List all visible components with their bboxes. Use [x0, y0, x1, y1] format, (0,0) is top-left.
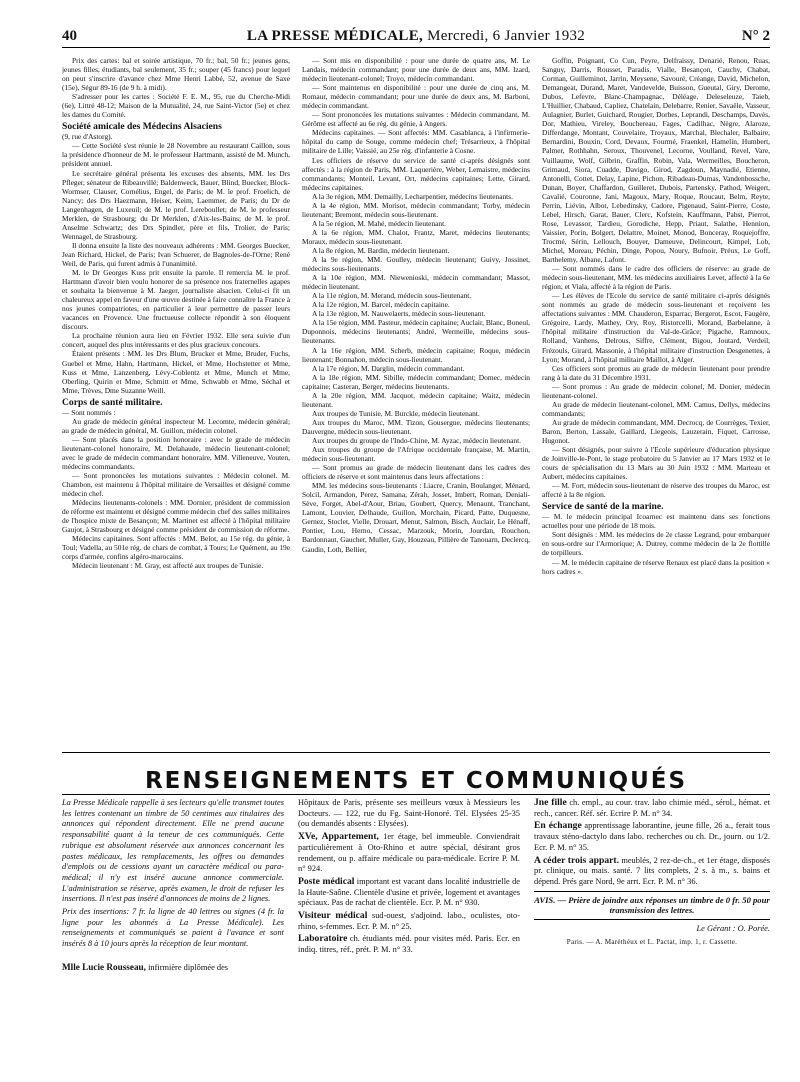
paragraph: Médecins capitaines. Sont affectés : MM. Belot, au 15e rég. du génie, à Toul; Vadella, au 501e rég. de chars de combat, à Tours; Le Quément, au 19e corps d'armée, confins algéro-marocains. [62, 534, 290, 562]
ads-column-3 [534, 798, 770, 1068]
ad-visiteur-text: sud-ouest, s'adjoind. labo., oculistes, oto-rhino, s-femmes. Ecr. P. M. n° 25. [298, 911, 520, 931]
page-number: 40 [62, 28, 77, 44]
ad-appartement [298, 832, 520, 875]
article-columns [62, 56, 770, 746]
section-banner: RENSEIGNEMENTS ET COMMUNIQUÉS [144, 768, 688, 794]
paragraph: MM. les médecins sous-lieutenants : Liacre, Cranin, Boulanger, Ménard, Solcil, Armandon, Perez, Samana, Zérah, Josset, Imbert, Roman, Deniali-Sève, Forget, Abel-d'Aour, Briau, Goubert, Quercy, Menaunt, Tranchant, Lamont, Louvier, Delhaude, Guillon, Morchain, Picard, Patte, Duquesne, Gernez, Stoclet, Vielle, Drouart, Menut, Salmon, Bisch, Auclair, Le Hénaff, Pontier, Lou, Herno, Cessac, Marzouk, Morin, Jourdan, Rouchon, Bardonnaut, Gaucher, Muller, Gay, Houzeau, Pillière de Tanouarn, Declercq, Gaudin, Loth, Bellier, [302, 481, 530, 554]
paragraph: Ces officiers sont promus au grade de médecin lieutenant pour prendre rang à la date du 31 Décembre 1931. [542, 363, 770, 382]
paragraph: A la 3e région, MM. Demailly, Lecharpentier, médecins lieutenants. [312, 191, 513, 201]
paragraph: A la 5e région, M. Mahé, médecin lieutenant. [312, 218, 447, 228]
avis-rule-top [534, 891, 770, 892]
ad-appartement-text: 1er étage, bel immeuble. Conviendrait particulièrement à Oto-Rhino et autre spécial, désirant gros rendement, ou p. affaire médicale ou para-médicale. Ecrire P. M. n° 924. [298, 832, 520, 874]
avis-rule-bottom [534, 919, 770, 920]
section-heading: Service de santé de la marine. [542, 501, 664, 513]
ad-visiteur [298, 911, 520, 932]
paragraph: Aux troupes de Tunisie, M. Burckle, médecin lieutenant. [312, 408, 480, 418]
ad-laboratoire-text: ch. étudiants méd. pour visites méd. Paris. Ecr. en indiq. titres, réf., prét. P. M. n° 33. [298, 934, 520, 955]
paragraph: Aux troupes du Maroc, MM. Tizon, Gousergue, médecins lieutenants; Dauvergne, médecin sous-lieutenant. [302, 417, 530, 436]
paragraph: Médecin lieutenant : M. Gray, est affecté aux troupes de Tunisie. [72, 561, 264, 571]
paragraph: A la 20e région, MM. Jacquot, médecin capitaine; Waitz, médecin lieutenant. [302, 390, 530, 409]
journal-name: LA PRESSE MÉDICALE, [246, 28, 424, 44]
ad-rousseau-lead: Mlle Lucie Rousseau, [62, 961, 146, 972]
paragraph: Aux troupes du groupe de l'Indo-Chine, M. Ayzac, médecin lieutenant. [312, 435, 521, 445]
paragraph: A la 18e région, MM. Sibille, médecin commandant; Domec, médecin capitaine; Casteran, Berger, médecins lieutenants. [302, 372, 530, 391]
paragraph: Aux troupes du groupe de l'Afrique occidentale française, M. Martin, médecin sous-lieutenant. [302, 445, 530, 464]
issue-date: Mercredi, 6 Janvier 1932 [427, 28, 586, 44]
paragraph: A la 12e région, M. Barcel, médecin capitaine. [312, 300, 450, 310]
avis-notice: AVIS. — Prière de joindre aux réponses un timbre de 0 fr. 50 pour transmission des lettres. [534, 894, 770, 916]
journal-title [62, 28, 770, 45]
section-heading-tail: — Sont nommés : [62, 407, 116, 417]
paragraph: A la 13e région, M. Nauwelaerts, médecin sous-lieutenant. [312, 309, 486, 319]
ad-ceder [534, 856, 770, 888]
paragraph: A la 17e région, M. Darglin, médecin commandant. [312, 363, 465, 373]
paragraph: — Sont prononcées les mutations suivantes : Médecin commandant, M. Gérôme est affecté au 6e rég. du génie, à Angers. [302, 110, 530, 129]
paragraph: — Sont maintenus en disponibilité : pour une durée de cinq ans, M. Romaur, médecin commandant; pour une durée de deux ans, M. Barboni, médecin commandant. [302, 83, 530, 111]
ads-column-1 [62, 798, 284, 1068]
column-1 [62, 56, 290, 746]
paragraph: — Cette Société s'est réunie le 28 Novembre au restaurant Caillon, sous la présidence d'honneur de M. le professeur Hartmann, assisté de M. Munch, président annuel. [62, 141, 290, 169]
paragraph: Étaient présents : MM. les Drs Blum, Brucker et Mme, Bruder, Fuchs, Guebel et Mme, Hahn, Hartmann, Hickel, et Mme, Hochstetter et Mme, Kuss et Mme, Lanzenberg, Lévy-Coblentz et Mme, Munch et Mme, Oberling, Quirin et Mme, Schmitt et Mme, Schwabb et Mme, Séchal et Mme, Trèves, Dme Suzanne Weill. [62, 349, 290, 395]
paragraph: Prix des cartes: bal et soirée artistique, 70 fr.; bal, 50 fr.; jeunes gens, jeunes filles, étudiants, bal seulement, 35 fr.; souper (45 francs) pour lequel on peut s'inscrire d'avance chez Mme Henri Labbé, 52, avenue de Saxe (15e), Ségur 89-16 (de 9 h. à midi). [62, 56, 290, 93]
paragraph: — Les élèves de l'Ecole du service de santé militaire ci-après désignés sont nommés au grade de médecin sous-lieutenant et reçoivent les affectations suivantes : MM. Chauderon, Esparrac, Bergerot, Escot, Faugère, Grégoire, Lardy, Mathey, Ory, Roy, Ristorcelli, Morand, Barbelanne, à l'hôpital militaire d'instruction du Val-de-Grâce; Pigache, Ramnoux, Rolland, Vanhens, Delrous, Siffre, Clément, Bigou, Joutard, Verdeil, Frézouls, Girard, Massonie, à l'hôpital militaire d'instruction Desgenettes, à Lyon; Morand, à l'hôpital militaire Maillot, à Alger. [542, 291, 770, 364]
section-heading: Société amicale des Médecins Alsaciens [62, 121, 222, 133]
paragraph: Sont désignés : MM. les médecins de 2e classe Legrand, pour embarquer en sous-ordre sur l'Armorique; A. Dutrey, comme médecin de la 2e flottille de torpilleurs. [542, 530, 770, 558]
ad-laboratoire [298, 934, 520, 955]
paragraph: Médecins capitaines. — Sont affectés: MM. Casablanca, à l'infirmerie-hôpital du camp de Souge, comme médecin chef; Trésarrieux, à l'hôpital militaire de Lille; Vaissié, au 25e rég. d'infanterie à Cosne. [302, 128, 530, 156]
paragraph: — M. Fort, médecin sous-lieutenant de réserve des troupes du Maroc, est affecté à la 8e région. [542, 481, 770, 500]
ad-echange-text: apprentissage laborantine, jeune fille, 26 a., ferait tous travaux sténo-dactylo dans labo. recherches ou ch. Dr., journ. ou 1/2. Ecr. P. M. n° 35. [534, 821, 770, 852]
ad-jeune-fille-lead: Jne fille [534, 798, 567, 808]
paragraph: — Sont promus : Au grade de médecin colonel, M. Donier, médecin lieutenant-colonel. [542, 381, 770, 400]
paragraph: A la 16e région, MM. Scherb, médecin capitaine; Roque, médecin lieutenant; Bonnahon, médecin sous-lieutenant. [302, 345, 530, 364]
ad-laboratoire-lead: Laboratoire [298, 933, 348, 945]
paragraph: A la 11e région, M. Merand, médecin sous-lieutenant. [312, 291, 472, 301]
paragraph: Au grade de médecin général inspecteur M. Lecomte, médecin général; au grade de médecin général, M. Guillon, médecin colonel. [62, 416, 290, 435]
section-rule-bottom [62, 794, 770, 795]
running-head [62, 26, 770, 48]
ad-rousseau-continued: Hôpitaux de Paris, présente ses meilleurs vœux à Messieurs les Docteurs. — 122, rue du Fg. Saint-Honoré. Tél. Elysées 25-35 (ou demandés absents : Elysées). [298, 798, 520, 829]
paragraph: A la 4e région, MM. Morisot, médecin commandant; Torby, médecin lieutenant; Bremont, médecin sous-lieutenant. [302, 200, 530, 219]
paragraph: — Sont placés dans la position honoraire : avec le grade de médecin lieutenant-colonel honoraire, M. Delahaude, médecin lieutenant-colonel; avec le grade de médecin commandant honoraire, MM. Villeneuve, Vouten, médecins commandants. [62, 434, 290, 471]
paragraph: — Sont prononcées les mutations suivantes : Médecin colonel. M. Chambon, est maintenu à l'hôpital militaire de Versailles et désigné comme médecin chef. [62, 471, 290, 499]
printer-imprint: Paris. — A. Maréthéux et L. Pactat, imp. 1, r. Cassette. [566, 937, 738, 946]
column-2 [302, 56, 530, 746]
ad-jeune-fille-text: ch. empl., au cour. trav. labo chimie méd., sérol., hémat. et rech., cancer. Réf. sér. Ecrire P. M. n° 34. [534, 798, 770, 818]
gerant-signature: Le Gérant : O. Porée. [696, 924, 770, 934]
ad-ceder-text: meublés, 2 rez-de-ch., et 1er étage, disposés pr. clinique, ou mais. santé. 7 lits complets, 2 s. à m., s. bains et dépend. Prés gare Nord, 9e arrt. Ecr. P. M. n° 36. [534, 855, 770, 886]
paragraph: A la 15e région, MM. Pasteur, médecin capitaine; Auclair, Blanc, Boneul, Duponnois, médecins lieutenants; André, Wermeille, médecins sous-lieutenants. [302, 318, 530, 346]
paragraph: A la 10e région, MM. Niewenioski, médecin commandant; Massot, médecin lieutenant. [302, 273, 530, 292]
ad-visiteur-lead: Visiteur médical [298, 910, 368, 922]
ad-rousseau-text: infirmière diplômée des [145, 962, 229, 972]
ad-appartement-lead: XVe, Appartement, [298, 831, 379, 843]
paragraph: — Sont désignés, pour suivre à l'Ecole supérieure d'éducation physique de Joinville-le-Pont, le stage probatoire du 5 Janvier au 17 Mars 1932 et le cours de spécialisation du 13 Mars au 30 Juin 1932 : MM. Marteau et Aubert, médecins capitaines. [542, 445, 770, 482]
section-heading-tail: — M. le médecin principal Icoarnec est maintenu dans ses fonctions actuelles pour une période de 18 mois. [542, 512, 770, 531]
section-heading-tail: (9, rue d'Astorg). [62, 132, 113, 142]
section-rule-top [62, 752, 770, 753]
paragraph: Le secrétaire général présenta les excuses des absents, MM. les Drs Pfleger, sénateur de Ribeauvillé; Baldenweck, Bauer, Blind, Buecker, Block-Wormser, Clauser, Cornélius, Engel, de Paris; de M. le prof. Froelich, de Nancy; des Drs Haezmann, Heiser, Keim, Laemmer, de Paris; du Dr de Langenhagen, de Luxeuil; de M. le prof. Lereboullet; de M. le professeur Merklen, de Strasbourg; du Dr Merklen, d'Aix-les-Bains; de M. le prof. Anselme Schwartz; des Drs Spindler, père et fils, Trolier, de Paris; Wennagel, de Strasbourg. [62, 168, 290, 241]
paragraph: A la 8e région, M. Bardin, médecin lieutenant. [312, 245, 450, 255]
ad-poste [298, 877, 520, 909]
paragraph: — M. le médecin capitaine de réserve Renaux est placé dans la position « hors cadres ». [542, 557, 770, 576]
paragraph: La prochaine réunion aura lieu en Février 1932. Elle sera suivie d'un concert, auquel des plus intéressants et des plus gracieux concours. [62, 331, 290, 350]
ads-column-2 [298, 798, 520, 1068]
paragraph: Médecins lieutenants-colonels : MM. Dornier, président de commission de réforme est maintenu et désigné comme médecin chef des salles militaires de l'hospice mixte de Besançon; M. Martinet est affecté à l'hôpital militaire Gaujot, à Strasbourg et désigné comme président de commission de réforme. [62, 498, 290, 535]
paragraph: Au grade de médecin lieutenant-colonel, MM. Camus, Dellys, médecins commandants; [542, 399, 770, 418]
paragraph: — Sont nommés dans le cadre des officiers de réserve: au grade de médecin sous-lieutenant, MM. les médecins auxiliaires Levet, affecté à la 6e région, et Viala, affecté à la région de Paris. [542, 264, 770, 292]
ad-poste-lead: Poste médical [298, 875, 355, 887]
paragraph: M. le Dr Georges Kuss prit ensuite la parole. Il remercia M. le prof. Hartmann d'avoir bien voulu honorer de sa présence nos fraternelles agapes et souhaita la bienvenue à M. Jaeger, journaliste alsacien. Celui-ci fit un chaleureux appel en faveur d'une œuvre destinée à faire connaître la France à nos jeunes compatriotes, en particulier à leur permettre de passer leurs vacances en Provence. Une fructueuse collecte répondit à son éloquent discours. [62, 268, 290, 332]
ad-jeune-fille [534, 798, 770, 819]
paragraph: A la 9e région, MM. Goulley, médecin lieutenant; Guivy, Jossinet, médecins sous-lieutenants. [302, 255, 530, 274]
ad-echange-lead: En échange [534, 820, 582, 832]
paragraph: Au grade de médecin commandant, MM. Decrocq, de Courrèges, Texier, Baron, Berton, Lassale, Gaillard, Liegeois, Lauzerain, Fiquet, Carrosse, Hugonot. [542, 417, 770, 445]
paragraph: — Sont mis en disponibilité : pour une durée de quatre ans, M. Le Landais, médecin commandant; pour une durée de deux ans, MM. Izard, médecin lieutenant-colonel; Troyo, médecin commandant. [302, 56, 530, 84]
ad-rousseau [62, 962, 284, 974]
ads-notice: La Presse Médicale rappelle à ses lecteurs qu'elle transmet toutes les lettres contenant un timbre de 50 centimes aux titulaires des annonces qui répondent directement. Elle ne prend aucune responsabilité quant à la teneur de ces communiqués. Cette rubrique est absolument réservée aux annonces concernant les postes médicaux, les remplacements, les offres ou demandes d'emplois ou de cessions ayant un caractère médical ou para-médical; il n'y est inséré aucune annonce commerciale. L'administration se réserve, après examen, le droit de refuser les insertions. Il n'est pas inséré d'annonces de moins de 2 lignes. [62, 798, 284, 904]
ads-prices: Prix des insertions: 7 fr. la ligne de 40 lettres ou signes (4 fr. la ligne pour les abonnés à La Presse Médicale). Les renseignements et communiqués se paient à l'avance et sont insérés 8 à 10 jours après la réception de leur montant. [62, 907, 284, 949]
paragraph: S'adresser pour les cartes : Société F. E. M., 95, rue du Cherche-Midi (6e), Littré 48-12; Maison de la Mutualité, 24, rue Saint-Victor (5e) et chez les dames du Comité. [62, 92, 290, 120]
paragraph: — Sont promus au grade de médecin lieutenant dans les cadres des officiers de réserve et sont maintenus dans leurs affectations : [302, 463, 530, 482]
paragraph: Les officiers de réserve du service de santé ci-après désignés sont affectés : à la région de Paris, MM. Laquerière, Weber, Lemaistre, médecins commandants; Monteil, Levant, Ort, médecins capitaines; Lette, Girard, médecins capitaines. [302, 155, 530, 192]
issue-number: N° 2 [741, 28, 770, 44]
ad-poste-text: important est vacant dans localité industrielle de la Haute-Saône. Clientèle d'usine et privée, logement et avantages spéciaux. Pas de rachat de clientèle. Ecr. P. M. n° 930. [298, 876, 520, 908]
column-3 [542, 56, 770, 746]
paragraph: Il donna ensuite la liste des nouveaux adhérents : MM. Georges Buecker, Jean Richard, Hickel, de Paris; Ivan Schuerer, de Bagnoles-de-l'Orne; René Weil, de Paris, qui furent admis à l'unanimité. [62, 240, 290, 268]
paragraph: Goffin, Poignant, Co Cun, Peyre, Delfraissy, Denarié, Renou, Ruas, Sanguy, Darris, Rousset, Paradis, Vialle, Besançon, Cauchy, Chabat, Corman, Guilleminot, Jarrin, Meysene, Savouré, Créange, David, Michelon, Demangeat, Durand, Maret, Vandevelde, Buisson, Gueutal, Giry, Derome, Dubos, Lefevre, Blanc-Champagnac, Déléage, Deleseleuze, Taieb, L'Huillier, Chabaud, Capliez, Chatelain, Delebarre, Renier, Savaële, Vasseur, Aulagnier, Burlet, Guichard, Rougier, Dorbes, Leprandi, Deschamps, Davès, Dor, Mathieu, Vireley, Bouchereau, Fages, Cadilhac, Nègre, Alaroze, Differdange, Montant, Couvelaire, Troyaux, Marchal, Blechaler, Balbaire, Bernardini, Bouxin, Cord, Devaux, Fourmé, Fraenkel, Hamelin, Humbert, Palmer, Rothhahn, Seroux, Thouvenel, Lecorne, Voulland, Revel, Vare, Vuillaume, Wolf, Gilbrin, Graffin, Robin, Vala, Wermeilles, Boucheron, Grimaud, Siora, Cuadde, Davigo, Girod, Zagdoun, Maynadié, Etienne, Antonelli, Cottet, Delay, Lapine, Pichon, Ribadeau-Dumas, Vandenbossche, Dunan, Boyer, Chaffardon, Guilleret, Dubois, Partensky, Pathod, Weigert, Cavalié, Couronne, Jani, Magoux, Mary, Roque, Roucaut, Belm, Reyte, Perrin, Liévin, Albot, Lebedinsky, Cadore, Pigenaud, Saint-Pierre, Coste, Lebel, Hirsch, Garat, Bauer, Clerc, Kofstein, Kauffmann, Pabst, Pierrot, Rose, Levassor, Tardieu, Gorodiche, Hepp, Priaut, Salathe, Hennion, Vaissier, Porin, Bolgert, Delattre, Moinet, Monod, Bonceray, Roquejoffre, Trocmé, Sérin, Lellouch, Bouyer, Dameuve, Delincourt, Kimpel, Lob, Michel, Moreau, Péchin, Dinge, Popou, Noury, Bufnoir, Préux, Le Goff, Barthelemy, Albane, Lafont. [542, 56, 770, 265]
section-heading: Corps de santé militaire. [62, 396, 163, 408]
ad-echange [534, 821, 770, 853]
classified-ads [62, 798, 770, 1068]
paragraph: A la 6e région, MM. Chalot, Frantz, Maret, médecins lieutenants; Moraux, médecin sous-lieutenant. [302, 227, 530, 246]
ad-ceder-lead: A céder trois appart. [534, 854, 620, 866]
